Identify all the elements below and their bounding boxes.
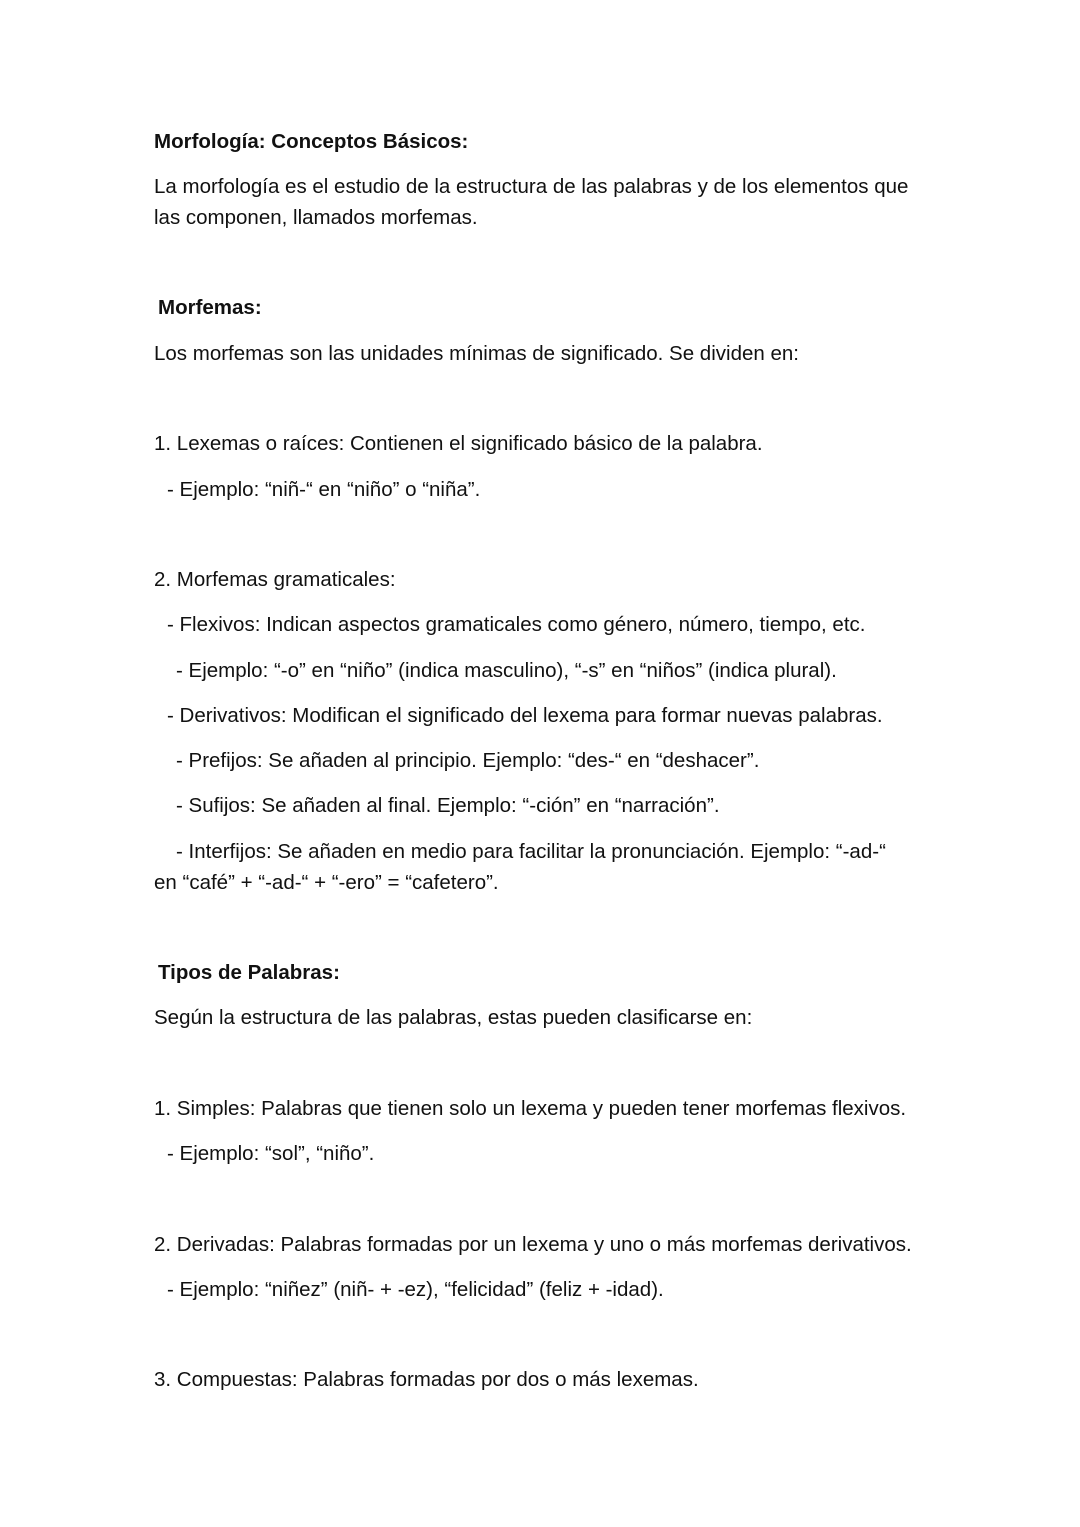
intro-paragraph-line-2: las componen, llamados morfemas. <box>154 206 478 229</box>
flexivos-item: - Flexivos: Indican aspectos gramaticales como género, número, tiempo, etc. <box>167 613 866 636</box>
flexivos-example: - Ejemplo: “-o” en “niño” (indica masculino), “-s” en “niños” (indica plural). <box>176 659 837 682</box>
simples-example: - Ejemplo: “sol”, “niño”. <box>167 1142 375 1165</box>
interfijos-item-line-1: - Interfijos: Se añaden en medio para facilitar la pronunciación. Ejemplo: “-ad-“ <box>176 840 886 863</box>
tipos-intro: Según la estructura de las palabras, estas pueden clasificarse en: <box>154 1006 753 1029</box>
lexemas-example: - Ejemplo: “niñ-“ en “niño” o “niña”. <box>167 478 481 501</box>
heading-morfemas: Morfemas: <box>158 296 262 319</box>
list-item-lexemas: 1. Lexemas o raíces: Contienen el significado básico de la palabra. <box>154 432 763 455</box>
prefijos-item: - Prefijos: Se añaden al principio. Ejemplo: “des-“ en “deshacer”. <box>176 749 760 772</box>
interfijos-item-line-2: en “café” + “-ad-“ + “-ero” = “cafetero”. <box>154 871 499 894</box>
derivadas-example: - Ejemplo: “niñez” (niñ- + -ez), “felicidad” (feliz + -idad). <box>167 1278 664 1301</box>
sufijos-item: - Sufijos: Se añaden al final. Ejemplo: “-ción” en “narración”. <box>176 794 720 817</box>
morfemas-intro: Los morfemas son las unidades mínimas de significado. Se dividen en: <box>154 342 799 365</box>
list-item-morfemas-gramaticales: 2. Morfemas gramaticales: <box>154 568 396 591</box>
heading-morfologia: Morfología: Conceptos Básicos: <box>154 130 469 153</box>
intro-paragraph-line-1: La morfología es el estudio de la estructura de las palabras y de los elementos que <box>154 175 909 198</box>
list-item-simples: 1. Simples: Palabras que tienen solo un lexema y pueden tener morfemas flexivos. <box>154 1097 907 1120</box>
derivativos-item: - Derivativos: Modifican el significado del lexema para formar nuevas palabras. <box>167 704 883 727</box>
heading-tipos-de-palabras: Tipos de Palabras: <box>158 961 340 984</box>
list-item-compuestas: 3. Compuestas: Palabras formadas por dos o más lexemas. <box>154 1368 699 1391</box>
list-item-derivadas: 2. Derivadas: Palabras formadas por un lexema y uno o más morfemas derivativos. <box>154 1233 912 1256</box>
